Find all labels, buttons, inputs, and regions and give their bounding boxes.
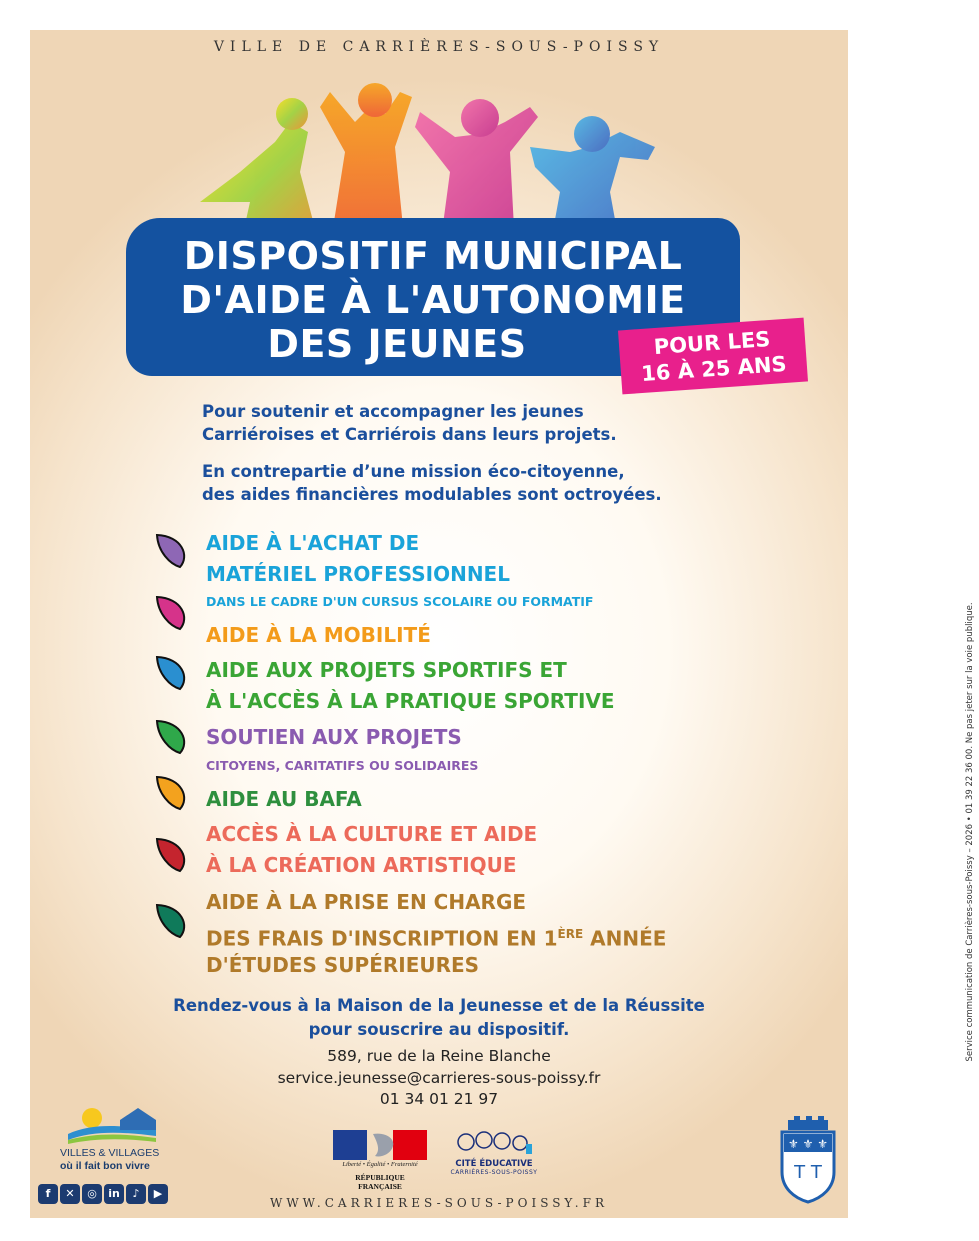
aid-sports-line-1: AIDE AUX PROJETS SPORTIFS ET bbox=[206, 658, 567, 682]
contact-email[interactable]: service.jeunesse@carrieres-sous-poissy.fr bbox=[277, 1069, 601, 1087]
aid-mobility: AIDE À LA MOBILITÉ bbox=[206, 623, 431, 647]
orange-leaf-icon bbox=[154, 772, 190, 812]
svg-text:T T: T T bbox=[794, 1162, 822, 1183]
cta-line-1: Rendez-vous à la Maison de la Jeunesse et de la Réussite bbox=[173, 996, 705, 1015]
aid-equipment-line-2: MATÉRIEL PROFESSIONNEL bbox=[206, 562, 510, 586]
cta-line-2: pour souscrire au dispositif. bbox=[308, 1020, 570, 1039]
intro-line: des aides financières modulables sont octroyées. bbox=[202, 485, 662, 504]
marianne-logo-icon bbox=[333, 1130, 427, 1160]
tiktok-icon[interactable]: ♪ bbox=[126, 1184, 146, 1204]
website-url[interactable]: WWW.CARRIERES-SOUS-POISSY.FR bbox=[270, 1196, 608, 1210]
aid-equipment-line-1: AIDE À L'ACHAT DE bbox=[206, 531, 420, 555]
x-icon[interactable]: ✕ bbox=[60, 1184, 80, 1204]
cite-educative-logo-icon bbox=[454, 1130, 534, 1158]
aid-studies-line-2 bbox=[206, 919, 666, 954]
aid-projects-sub: CITOYENS, CARITATIFS OU SOLIDAIRES bbox=[206, 758, 479, 773]
purple-leaf-icon bbox=[154, 530, 190, 570]
poster bbox=[30, 30, 975, 1218]
aid-bafa: AIDE AU BAFA bbox=[206, 787, 362, 811]
contact-phone[interactable]: 01 34 01 21 97 bbox=[379, 1090, 499, 1108]
intro-paragraph-2 bbox=[202, 460, 662, 506]
aid-culture-line-2: À LA CRÉATION ARTISTIQUE bbox=[206, 853, 517, 877]
age-tag-line-2: 16 À 25 ANS bbox=[640, 351, 788, 387]
age-range-tag bbox=[618, 318, 808, 395]
aid-sports-line-2: À L'ACCÈS À LA PRATIQUE SPORTIVE bbox=[206, 689, 615, 713]
pink-leaf-icon bbox=[154, 592, 190, 632]
age-tag-line-1: POUR LES bbox=[653, 326, 772, 360]
intro-paragraph-1 bbox=[202, 400, 617, 446]
intro-line: Carriéroises et Carriérois dans leurs projets. bbox=[202, 425, 617, 444]
aid-studies-sup: ÈRE bbox=[557, 927, 584, 941]
instagram-icon[interactable]: ◎ bbox=[82, 1184, 102, 1204]
villes-villages-logo-icon bbox=[64, 1104, 160, 1146]
svg-text:⚜ ⚜ ⚜: ⚜ ⚜ ⚜ bbox=[788, 1137, 828, 1151]
linkedin-icon[interactable]: in bbox=[104, 1184, 124, 1204]
contact-address: 589, rue de la Reine Blanche bbox=[327, 1047, 551, 1065]
blue-leaf-icon bbox=[154, 652, 190, 692]
green-leaf-icon bbox=[154, 716, 190, 756]
republique-name: RÉPUBLIQUE FRANÇAISE bbox=[355, 1173, 405, 1191]
aid-studies-line-3: D'ÉTUDES SUPÉRIEURES bbox=[206, 953, 480, 977]
title-line-1: DISPOSITIF MUNICIPAL bbox=[183, 234, 683, 278]
aid-projects: SOUTIEN AUX PROJETS bbox=[206, 725, 462, 749]
side-legal-note: Service communication de Carrières-sous-Poissy – 2026 • 01 39 22 36 00. Ne pas jeter sur la voie publique. bbox=[965, 602, 975, 1062]
city-coat-of-arms-icon bbox=[778, 1114, 838, 1204]
teal-leaf-icon bbox=[154, 900, 190, 940]
intro-line: En contrepartie d’une mission éco-citoyenne, bbox=[202, 462, 625, 481]
title-line-2: D'AIDE À L'AUTONOMIE bbox=[180, 278, 686, 322]
aid-studies-line-1: AIDE À LA PRISE EN CHARGE bbox=[206, 890, 527, 914]
facebook-icon[interactable]: f bbox=[38, 1184, 58, 1204]
aid-culture-line-1: ACCÈS À LA CULTURE ET AIDE bbox=[206, 822, 538, 846]
aid-studies-line-2b: ANNÉE bbox=[583, 926, 667, 951]
intro-line: Pour soutenir et accompagner les jeunes bbox=[202, 402, 584, 421]
republique-motto: Liberté • Égalité • Fraternité bbox=[342, 1161, 418, 1168]
city-header: VILLE DE CARRIÈRES-SOUS-POISSY bbox=[213, 39, 665, 55]
villes-villages-tagline: où il fait bon vivre bbox=[60, 1160, 150, 1172]
red-leaf-icon bbox=[154, 834, 190, 874]
villes-villages-name: VILLES & VILLAGES bbox=[60, 1147, 160, 1159]
aid-equipment-sub: DANS LE CADRE D'UN CURSUS SCOLAIRE OU FORMATIF bbox=[206, 594, 594, 609]
cite-educative-name: CITÉ ÉDUCATIVE bbox=[455, 1159, 533, 1169]
aid-studies-line-2a: DES FRAIS D'INSCRIPTION EN 1 bbox=[206, 926, 558, 951]
cite-educative-city: CARRIÈRES-SOUS-POISSY bbox=[450, 1169, 538, 1176]
youtube-icon[interactable]: ▶ bbox=[148, 1184, 168, 1204]
title-line-3: DES JEUNES bbox=[267, 322, 527, 366]
